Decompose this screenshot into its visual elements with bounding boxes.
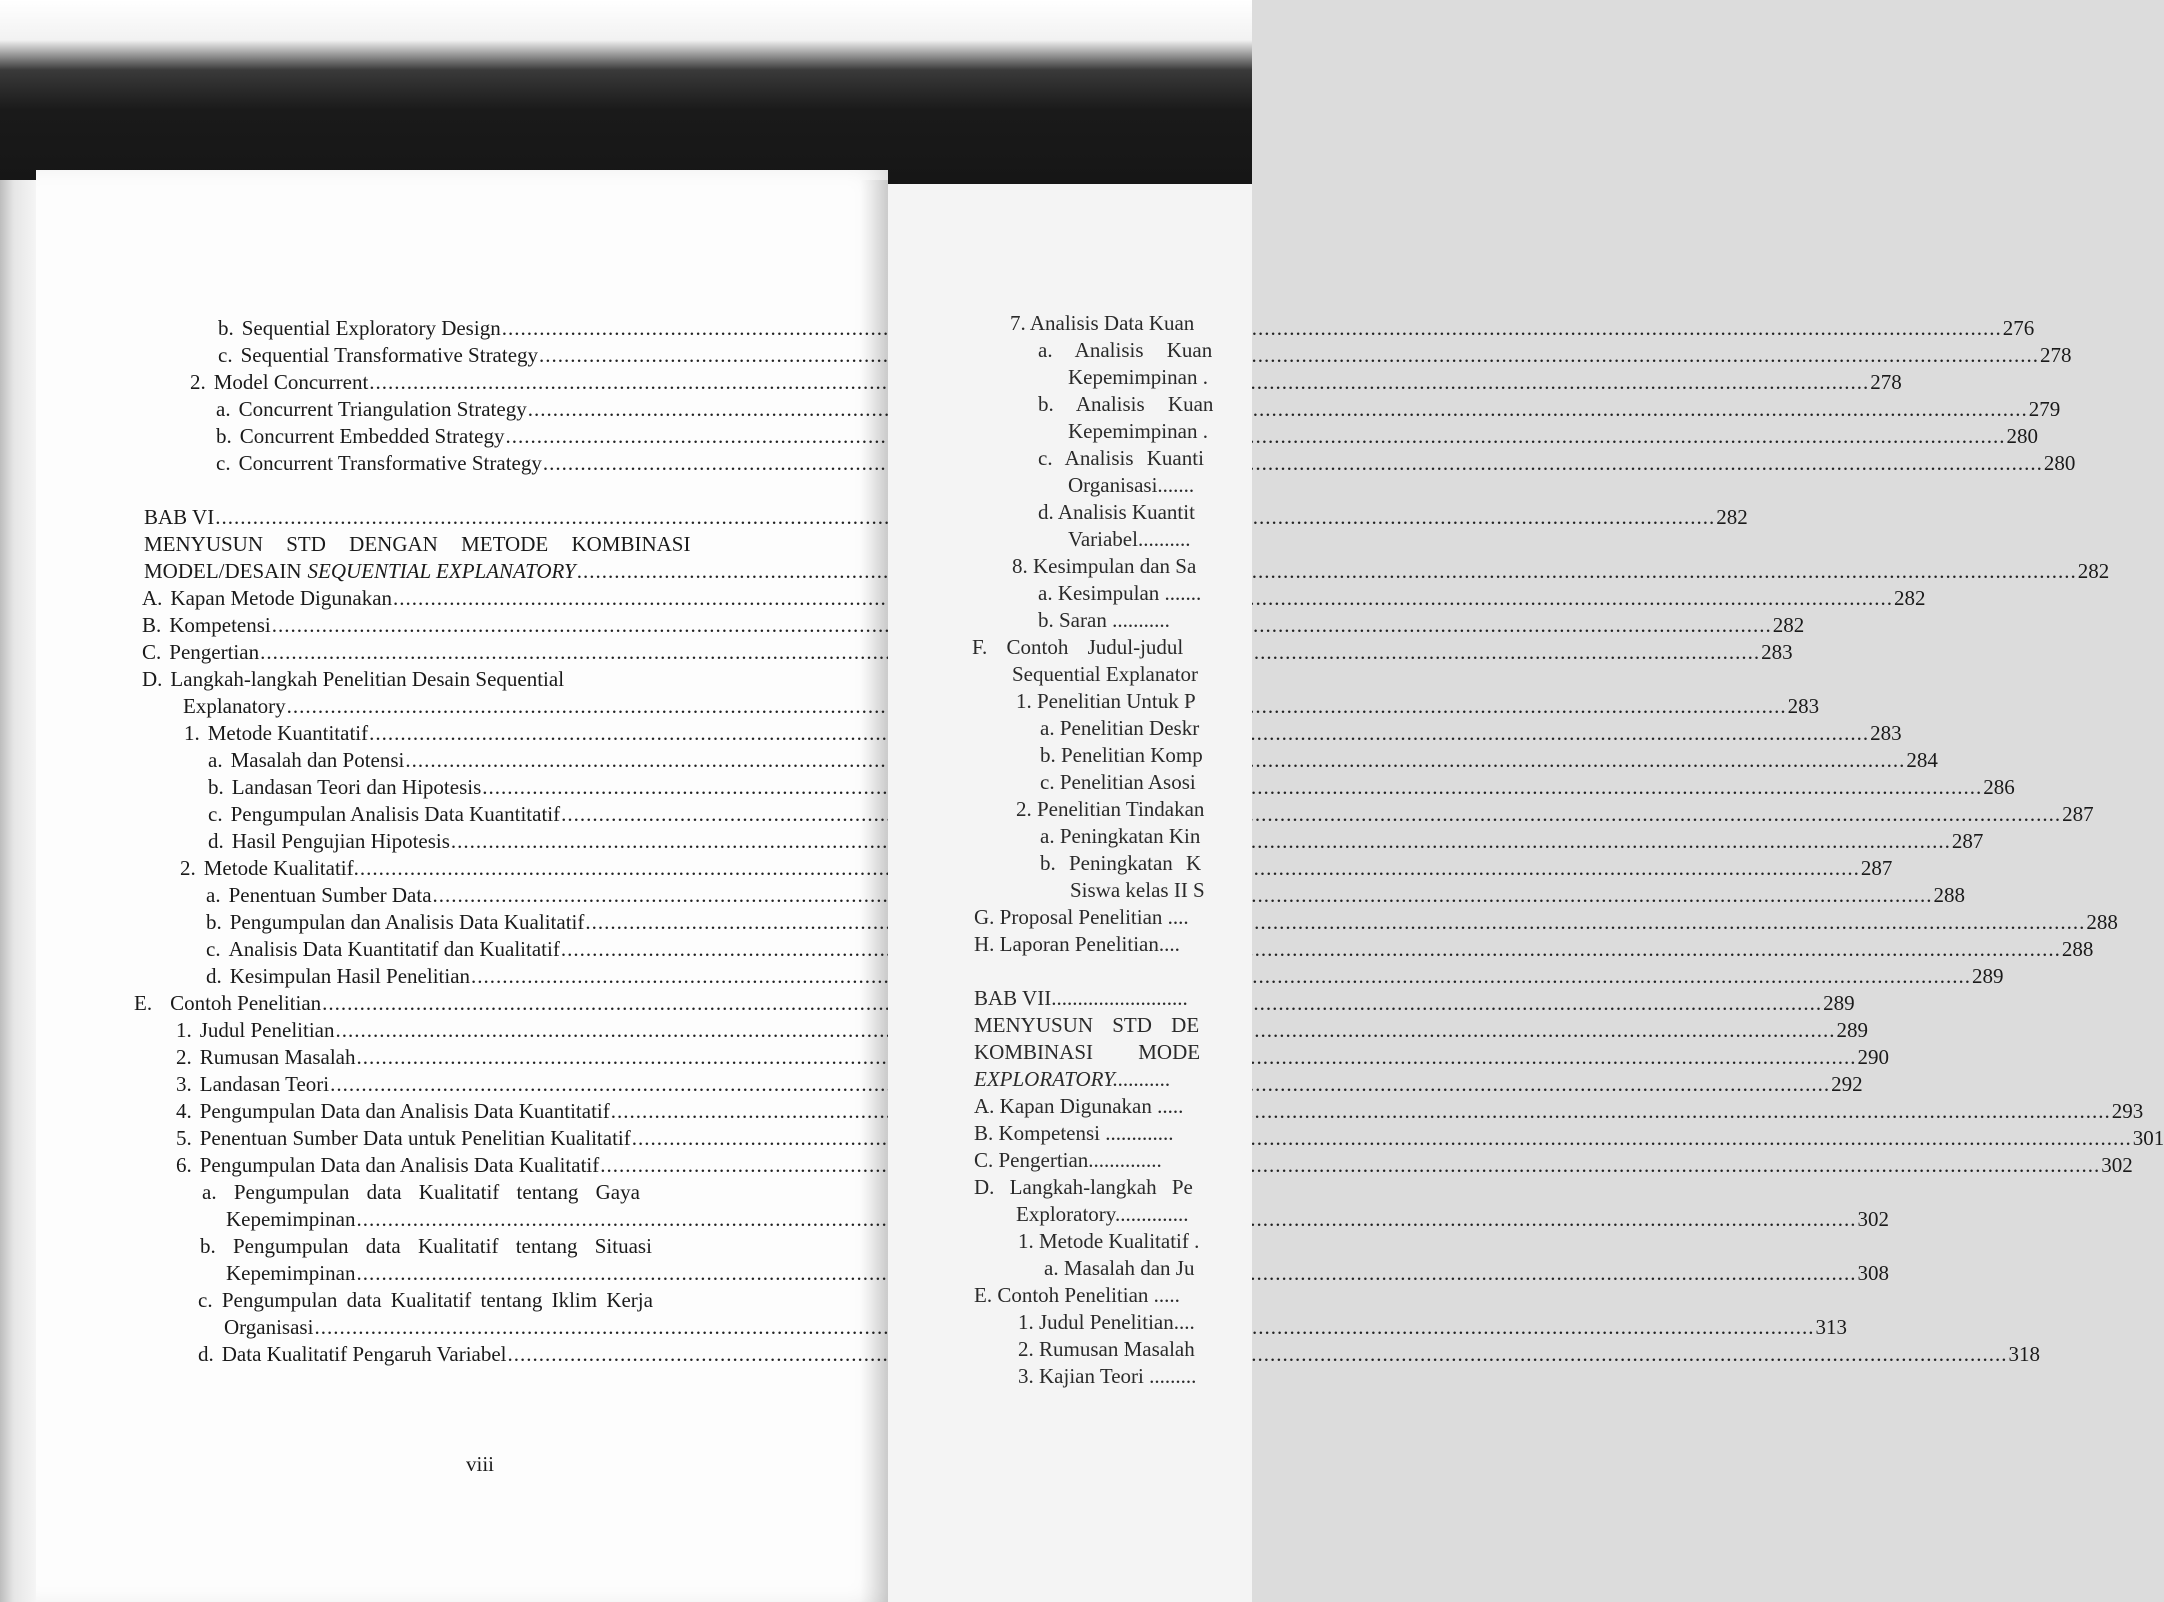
toc-entry: A. Kapan Metode Digunakan ..... 282 [142,585,886,611]
toc-entry: E. Contoh Penelitian ..... 289 [134,990,881,1016]
toc-entry: c. Analisis Data Kuantitatif dan Kualitatif ..... 288 [206,936,883,962]
toc-line: 2. Rumusan Masalah [1018,1337,1195,1361]
toc-entry: 1. Judul Penelitian ..... 289 [176,1017,881,1043]
toc-line: b. Saran ........... [1038,608,1170,632]
table-of-contents-continued [888,184,1252,1602]
toc-entry-wrapped: a. Pengumpulan data Kualitatif tentang Gaya [202,1180,640,1204]
toc-line: a. Peningkatan Kin [1040,824,1201,848]
toc-entry: d. Hasil Pengujian Hipotesis ..... 287 [208,828,885,854]
toc-entry: a. Concurrent Triangulation Strategy ..... 279 [216,396,960,422]
toc-entry: b. Landasan Teori dan Hipotesis ..... 286 [208,774,885,800]
toc-entry-continuation: Kepemimpinan ..... 308 [226,1260,877,1286]
toc-entry: b. Concurrent Embedded Strategy ..... 280 [216,423,960,449]
toc-line: MENYUSUN STD DE [974,1013,1200,1037]
toc-line: b. Peningkatan K [1040,851,1202,875]
toc-line: 2. Penelitian Tindakan [1016,797,1205,821]
toc-entry-wrapped: b. Pengumpulan data Kualitatif tentang Situasi [200,1234,652,1258]
toc-line: Sequential Explanator [1012,662,1199,686]
toc-entry: b. Sequential Exploratory Design ..... 276 [218,315,962,341]
toc-entry: c. Pengumpulan Analisis Data Kuantitatif ..... 287 [208,801,885,827]
toc-entry: B. Kompetensi ..... 282 [142,612,886,638]
toc-entry: 2. Metode Kualitatif. ..... 287 [180,855,885,881]
toc-entry: 2. Rumusan Masalah ..... 290 [176,1044,881,1070]
toc-line: 8. Kesimpulan dan Sa [1012,554,1197,578]
toc-line: EXPLORATORY........... [974,1067,1171,1091]
toc-entry: a. Masalah dan Potensi ..... 284 [208,747,885,773]
toc-line: 3. Kajian Teori ......... [1018,1364,1197,1388]
chapter-heading-bab-vi: BAB VI ..... 282 [144,504,888,530]
toc-entry: 3. Landasan Teori ..... 292 [176,1071,881,1097]
toc-line: Organisasi....... [1068,473,1195,497]
toc-line: F. Contoh Judul-judul [972,635,1184,659]
toc-line: a. Masalah dan Ju [1044,1256,1195,1280]
toc-line: H. Laporan Penelitian.... [974,932,1180,956]
toc-line: Kepemimpinan . [1068,365,1208,389]
page-number: viii [466,1452,495,1476]
toc-entry: c. Sequential Transformative Strategy ..... 278 [218,342,962,368]
chapter-title-line-1: MENYUSUN STD DENGAN METODE KOMBINASI [144,532,691,556]
toc-line: a. Kesimpulan ....... [1038,581,1202,605]
toc-line: D. Langkah-langkah Pe [974,1175,1193,1199]
toc-line: 7. Analisis Data Kuan [1010,311,1195,335]
right-page [888,184,1252,1602]
toc-entry: c. Concurrent Transformative Strategy ..... 280 [216,450,960,476]
toc-entry: 6. Pengumpulan Data dan Analisis Data Kualitatif ..... 302 [176,1152,879,1178]
chapter-title-line-2: MODEL/DESAIN SEQUENTIAL EXPLANATORY ..... 282 [144,558,888,584]
toc-entry-continuation: Kepemimpinan ..... 302 [226,1206,879,1232]
toc-entry-continuation: Explanatory ..... 283 [183,693,885,719]
toc-line: a. Analisis Kuan [1038,338,1213,362]
toc-line: b. Analisis Kuan [1038,392,1214,416]
toc-line: b. Penelitian Komp [1040,743,1203,767]
toc-entry-wrapped: D. Langkah-langkah Penelitian Desain Sequential [142,667,565,691]
toc-line: c. Analisis Kuanti [1038,446,1204,470]
toc-line: c. Penelitian Asosi [1040,770,1196,794]
toc-line: 1. Judul Penelitian.... [1018,1310,1195,1334]
toc-line: Exploratory.............. [1016,1202,1189,1226]
toc-line: G. Proposal Penelitian .... [974,905,1189,929]
toc-line: 1. Metode Kualitatif . [1018,1229,1200,1253]
toc-line: Siswa kelas II S [1070,878,1205,902]
toc-entry: 4. Pengumpulan Data dan Analisis Data Kuantitatif ..... 293 [176,1098,879,1124]
toc-entry: d. Kesimpulan Hasil Penelitian ..... 289 [206,963,883,989]
toc-line: d. Analisis Kuantit [1038,500,1195,524]
toc-line: Kepemimpinan . [1068,419,1208,443]
toc-entry: 1. Metode Kuantitatif ..... 283 [184,720,885,746]
toc-entry-continuation: Organisasi ..... 313 [224,1314,875,1340]
toc-entry: d. Data Kualitatif Pengaruh Variabel ..... 318 [198,1341,875,1367]
toc-entry-wrapped: c. Pengumpulan data Kualitatif tentang Iklim Kerja [198,1288,653,1312]
toc-line: BAB VII.......................... [974,986,1188,1010]
toc-entry: b. Pengumpulan dan Analisis Data Kualitatif ..... 288 [206,909,883,935]
toc-entry: 2. Model Concurrent ..... 278 [190,369,962,395]
toc-entry: C. Pengertian ..... 283 [142,639,886,665]
toc-line: KOMBINASI MODE [974,1040,1201,1064]
toc-line: 1. Penelitian Untuk P [1016,689,1196,713]
toc-line: B. Kompetensi ............. [974,1121,1174,1145]
page-stack-edge [0,180,36,1602]
toc-line: A. Kapan Digunakan ..... [974,1094,1184,1118]
toc-line: Variabel.......... [1068,527,1191,551]
toc-line: E. Contoh Penelitian ..... [974,1283,1180,1307]
toc-line: a. Penelitian Deskr [1040,716,1200,740]
toc-entry: 5. Penentuan Sumber Data untuk Penelitian Kualitatif ..... 301 [176,1125,879,1151]
toc-line: C. Pengertian.............. [974,1148,1162,1172]
toc-entry: a. Penentuan Sumber Data ..... 288 [206,882,883,908]
